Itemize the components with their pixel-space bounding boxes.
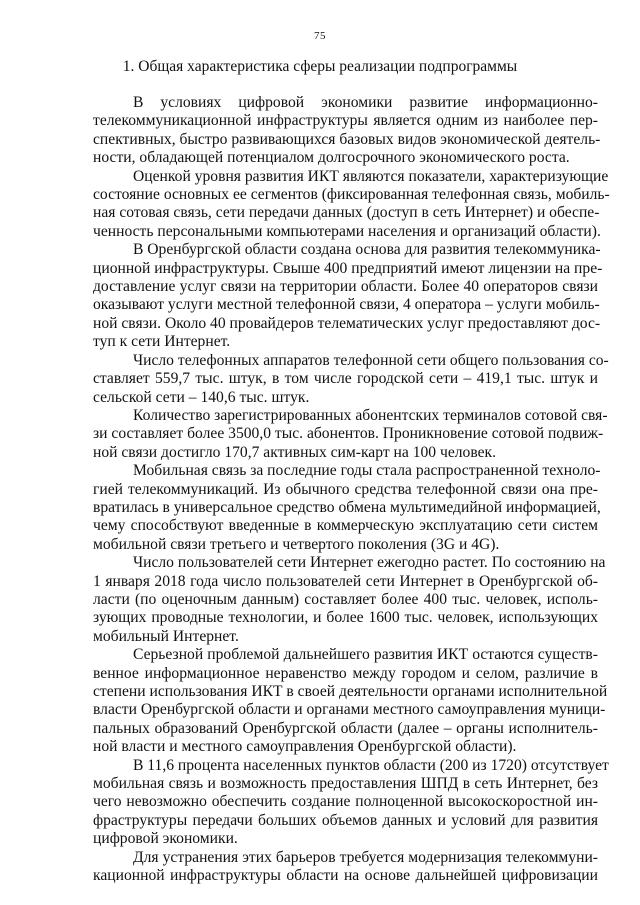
paragraph-line: ной связи. Около 40 провайдеров телематических услуг предоставляют дос-	[93, 314, 601, 332]
paragraph	[93, 406, 608, 462]
paragraph-line: кационной инфраструктуры области на основе дальнейшей цифровизации	[93, 867, 598, 885]
paragraph	[93, 94, 601, 168]
paragraph-line: 1 января 2018 года число пользователей сети Интернет в Оренбургской об-	[93, 572, 598, 590]
paragraph-line: В Оренбургской области создана основа для развития телекоммуника-	[133, 241, 601, 259]
paragraph-line: зи составляет более 3500,0 тыс. абонентов. Проникновение сотовой подвиж-	[93, 425, 604, 443]
page-number: 75	[314, 30, 326, 42]
paragraph	[93, 756, 609, 849]
paragraph-line: спективных, быстро развивающихся базовых видов экономической деятель-	[93, 130, 601, 148]
paragraph-line: Число пользователей сети Интернет ежегодно растет. По состоянию на	[133, 554, 606, 572]
paragraph-line: зующих проводные технологии, и более 1600 тыс. человек, использующих	[93, 609, 598, 627]
paragraph-line: Оценкой уровня развития ИКТ являются показатели, характеризующие	[133, 167, 609, 185]
paragraph	[93, 351, 609, 407]
paragraph-line: сельской сети – 140,6 тыс. штук.	[93, 388, 310, 406]
paragraph-line: ная сотовая связь, сети передачи данных (доступ в сеть Интернет) и обеспе-	[93, 204, 600, 222]
paragraph-line: Число телефонных аппаратов телефонной сети общего пользования со-	[133, 351, 609, 369]
paragraph-line: ной власти и местного самоуправления Оренбургской области).	[93, 738, 517, 756]
paragraph-line: Мобильная связь за последние годы стала распространенной техноло-	[133, 462, 601, 480]
paragraph	[93, 554, 606, 646]
paragraph-line: В условиях цифровой экономики развитие информационно-	[133, 94, 598, 111]
paragraph-line: гией телекоммуникаций. Из обычного средства телефонной связи она пре-	[93, 480, 598, 498]
paragraph-line: венное информационное неравенство между городом и селом, различие в	[93, 664, 598, 682]
paragraph-line: ности, обладающей потенциалом долгосрочного экономического роста.	[93, 149, 570, 167]
paragraph-line: Для устранения этих барьеров требуется модернизация телекоммуни-	[133, 848, 598, 866]
paragraph-line: Количество зарегистрированных абонентских терминалов сотовой свя-	[133, 406, 608, 424]
paragraph-line: ционной инфраструктуры. Свыше 400 предприятий имеют лицензии на пре-	[93, 259, 603, 277]
paragraph-line: мобильная связь и возможность предоставления ШПД в сеть Интернет, без	[93, 775, 598, 793]
paragraph-line: ной связи достигло 170,7 активных сим-карт на 100 человек.	[93, 443, 496, 461]
paragraph-line: чего невозможно обеспечить создание полноценной высокоскоростной ин-	[93, 793, 598, 811]
paragraph-line: цифровой экономики.	[93, 830, 238, 848]
paragraph-line: власти Оренбургской области и органами местного самоуправления муници-	[93, 701, 606, 719]
paragraph	[93, 849, 598, 886]
paragraph-line: Серьезной проблемой дальнейшего развития ИКТ остаются существ-	[133, 646, 598, 664]
paragraph-line: ченность персональными компьютерами населения и организаций области).	[93, 222, 601, 240]
paragraph-line: вратилась в универсальное средство обмена мультимедийной информацией,	[93, 498, 601, 516]
paragraph-line: состояние основных ее сегментов (фиксированная телефонная связь, мобиль-	[93, 186, 610, 204]
section-heading: 1. Общая характеристика сферы реализации подпрограммы	[122, 58, 518, 75]
paragraph-line: ставляет 559,7 тыс. штук, в том числе городской сети – 419,1 тыс. штук и	[93, 370, 598, 388]
paragraph-line: оказывают услуги местной телефонной связи, 4 оператора – услуги мобиль-	[93, 296, 600, 314]
paragraph-line: доставление услуг связи на территории области. Более 40 операторов связи	[93, 278, 598, 296]
paragraph-line: мобильный Интернет.	[93, 627, 239, 645]
paragraph	[93, 241, 603, 351]
body-text	[93, 94, 610, 885]
paragraph-line: В 11,6 процента населенных пунктов области (200 из 1720) отсутствует	[133, 756, 609, 774]
paragraph-line: фраструктуры передачи больших объемов данных и условий для развития	[93, 811, 598, 829]
paragraph	[93, 167, 610, 242]
paragraph-line: ласти (по оценочным данным) составляет более 400 тыс. человек, исполь-	[93, 590, 598, 608]
paragraph-line: мобильной связи третьего и четвертого поколения (3G и 4G).	[93, 535, 500, 553]
paragraph-line: телекоммуникационной инфраструктуры является одним из наиболее пер-	[93, 112, 598, 130]
paragraph	[93, 462, 601, 554]
paragraph-line: степени использования ИКТ в своей деятельности органами исполнительной	[93, 683, 608, 700]
paragraph-line: туп к сети Интернет.	[93, 333, 231, 351]
paragraph	[93, 646, 608, 756]
paragraph-line: пальных образований Оренбургской области (далее – органы исполнитель-	[93, 719, 598, 737]
paragraph-line: чему способствуют введенные в коммерческую эксплуатацию сети систем	[93, 517, 598, 535]
